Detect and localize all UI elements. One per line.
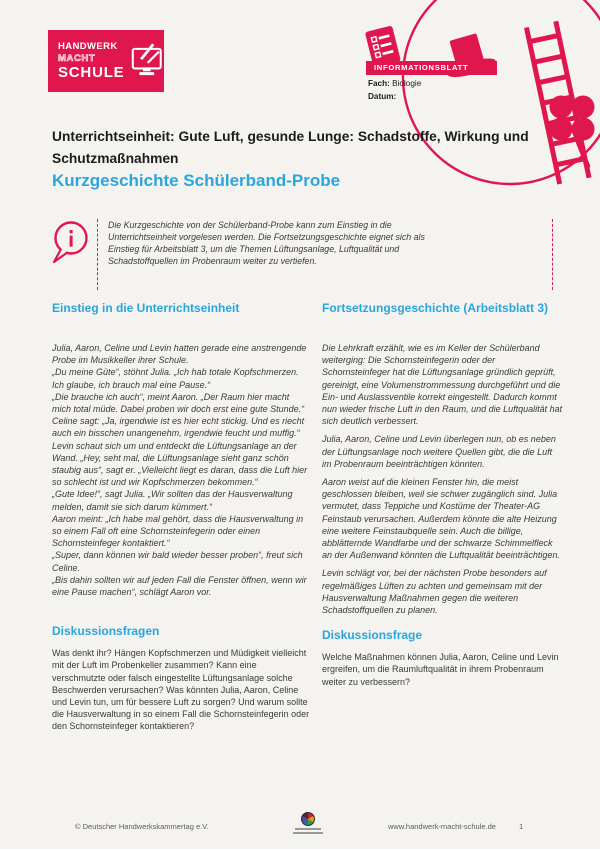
story-paragraph: „Gute Idee!“, sagt Julia. „Wir sollten das der Hausverwaltung melden, damit sie sich darum kümmert.“ bbox=[52, 489, 293, 512]
fach-label: Fach: bbox=[368, 79, 390, 88]
footer-copyright: © Deutscher Handwerkskammertag e.V. bbox=[75, 822, 209, 831]
emblem-caption-line bbox=[293, 832, 323, 834]
emblem-caption-line bbox=[295, 828, 321, 830]
fach-value: Biologie bbox=[392, 79, 422, 88]
logo-line-handwerk: HANDWERK bbox=[58, 41, 118, 52]
fach-line bbox=[368, 79, 421, 88]
story-paragraph: „Du meine Güte“, stöhnt Julia. „Ich hab totale Kopfschmerzen. Ich glaube, ich brauch mal eine Pause.“ bbox=[52, 367, 299, 390]
datum-line bbox=[368, 92, 396, 101]
logo-line-macht: MACHT bbox=[58, 52, 96, 64]
story-paragraph: „Super, dann können wir bald wieder besser proben“, freut sich Celine. bbox=[52, 550, 303, 573]
story-paragraph: Celine sagt: „Ja, irgendwie ist es hier echt stickig. Und es riecht auch ein bisschen unangenehm, irgendwie feucht und muffig.“ bbox=[52, 416, 305, 439]
footer-page-number: 1 bbox=[519, 822, 524, 831]
continuation-story bbox=[322, 342, 564, 616]
story-paragraph: Aaron weist auf die kleinen Fenster hin, die meist geschlossen bleiben, weil sie schwer zugänglich sind. Julia vermutet, dass Teppiche und Kostüme der Theater-AG Feinstaub verursachen. Außerdem könnte die alte Heizung eine weitere Feinstaubquelle sein. Auch die billige, abblätternde Wandfarbe und der schwarze Schimmelfleck an der Außenwand könnten die Luftqualität beeinträchtigen. bbox=[322, 477, 560, 561]
handwerk-emblem-logo bbox=[293, 812, 323, 834]
info-box-text: Die Kurzgeschichte von der Schülerband-Probe kann zum Einstieg in die Unterrichtseinheit vorgelesen werden. Die Fortsetzungsgeschichte eignet sich als Einstieg für Arbeitsblatt 3, um die Themen Lüftungsanlage, Luftqualität und Schadstoffquellen im Probenraum weiter zu vertiefen. bbox=[108, 220, 425, 266]
story-paragraph: Die Lehrkraft erzählt, wie es im Keller der Schülerband weiterging: Die Schornsteinfegerin oder der Schornsteinfeger hat die Lüftungsanlage gründlich geprüft, gereinigt, eine Volumenstrommessung durchgeführt und die Ein- und Auslassventile korrekt eingestellt. Dadurch kommt nun wieder frische Luft in den Raum, und die Luftqualität hat sich deutlich verbessert. bbox=[322, 343, 563, 427]
datum-label: Datum: bbox=[368, 92, 397, 101]
footer-website: www.handwerk-macht-schule.de bbox=[388, 822, 496, 831]
left-column bbox=[52, 301, 310, 733]
info-box-right-rule bbox=[552, 219, 553, 290]
emblem-circle bbox=[301, 812, 315, 826]
page-title: Unterrichtseinheit: Gute Luft, gesunde Lunge: Schadstoffe, Wirkung und Schutzmaßnahmen bbox=[52, 129, 529, 166]
story-paragraph: Julia, Aaron, Celine und Levin überlegen nun, ob es neben der Lüftungsanlage noch weitere Quellen gibt, die die Luft im Probenraum beeinträchtigen könnten. bbox=[322, 434, 556, 469]
logo-text bbox=[48, 42, 124, 80]
monitor-pencil-icon bbox=[130, 42, 164, 80]
discussion-questions-heading: Diskussionsfragen bbox=[52, 624, 160, 639]
right-column-heading: Fortsetzungsgeschichte (Arbeitsblatt 3) bbox=[322, 301, 549, 315]
story-paragraph: „Bis dahin sollten wir auf jeden Fall die Fenster öffnen, wenn wir eine Pause machen“, schlägt Aaron vor. bbox=[52, 574, 307, 598]
info-box-left-rule bbox=[97, 219, 98, 290]
discussion-question-heading: Diskussionsfrage bbox=[322, 628, 423, 643]
intro-story bbox=[52, 342, 310, 598]
story-paragraph: Aaron meint: „Ich habe mal gehört, dass die Hausverwaltung in so einem Fall oft eine Schornsteinfegerin oder einen Schornsteinfeger kontaktiert.“ bbox=[52, 513, 304, 549]
logo-line-schule: SCHULE bbox=[58, 64, 125, 81]
page-subtitle: Kurzgeschichte Schülerband-Probe bbox=[52, 171, 341, 190]
left-column-heading: Einstieg in die Unterrichtseinheit bbox=[52, 301, 240, 315]
story-paragraph: „Die brauche ich auch“, meint Aaron. „Der Raum hier macht mich total müde. Dabei proben wir doch erst eine gute Stunde.“ bbox=[52, 391, 305, 415]
discussion-question-text: Welche Maßnahmen können Julia, Aaron, Celine und Levin ergreifen, um die Raumluftqualität in ihrem Probenraum weiter zu verbessern? bbox=[322, 652, 559, 687]
handwerk-macht-schule-logo bbox=[48, 30, 164, 92]
story-paragraph: Julia, Aaron, Celine und Levin hatten gerade eine anstrengende Probe im Musikkeller ihrer Schule. bbox=[52, 343, 307, 366]
story-paragraph: Levin schlägt vor, bei der nächsten Probe besonders auf regelmäßiges Lüften zu achten und gemeinsam mit der Hausverwaltung Maßnahmen gegen die weiteren Schadstoffquellen zu planen. bbox=[322, 568, 547, 616]
info-speech-bubble-icon bbox=[50, 218, 92, 265]
informationsblatt-banner: INFORMATIONSBLATT bbox=[366, 61, 497, 75]
story-paragraph: Levin schaut sich um und entdeckt die Lüftungsanlage an der Wand. „Hey, seht mal, die Lüftungsanlage sieht ganz schön staubig aus“, sagt er. „Vielleicht liegt es daran, dass die Luft hier so schlecht ist und wir Kopfschmerzen bekommen.“ bbox=[52, 440, 308, 488]
discussion-questions-text: Was denkt ihr? Hängen Kopfschmerzen und Müdigkeit vielleicht mit der Luft im Probenkeller zusammen? Kann eine verschmutzte oder falsch eingestellte Lüftungsanlage solche Beschwerden verursachen? Was könnten Julia, Aaron, Celine und Levin tun, um für bessere Luft zu sorgen? Und warum sollte die Hausverwaltung in so einem Fall die Schornsteinfegerin oder den Schornsteinfeger kontaktieren? bbox=[52, 648, 310, 732]
right-column bbox=[322, 301, 564, 688]
